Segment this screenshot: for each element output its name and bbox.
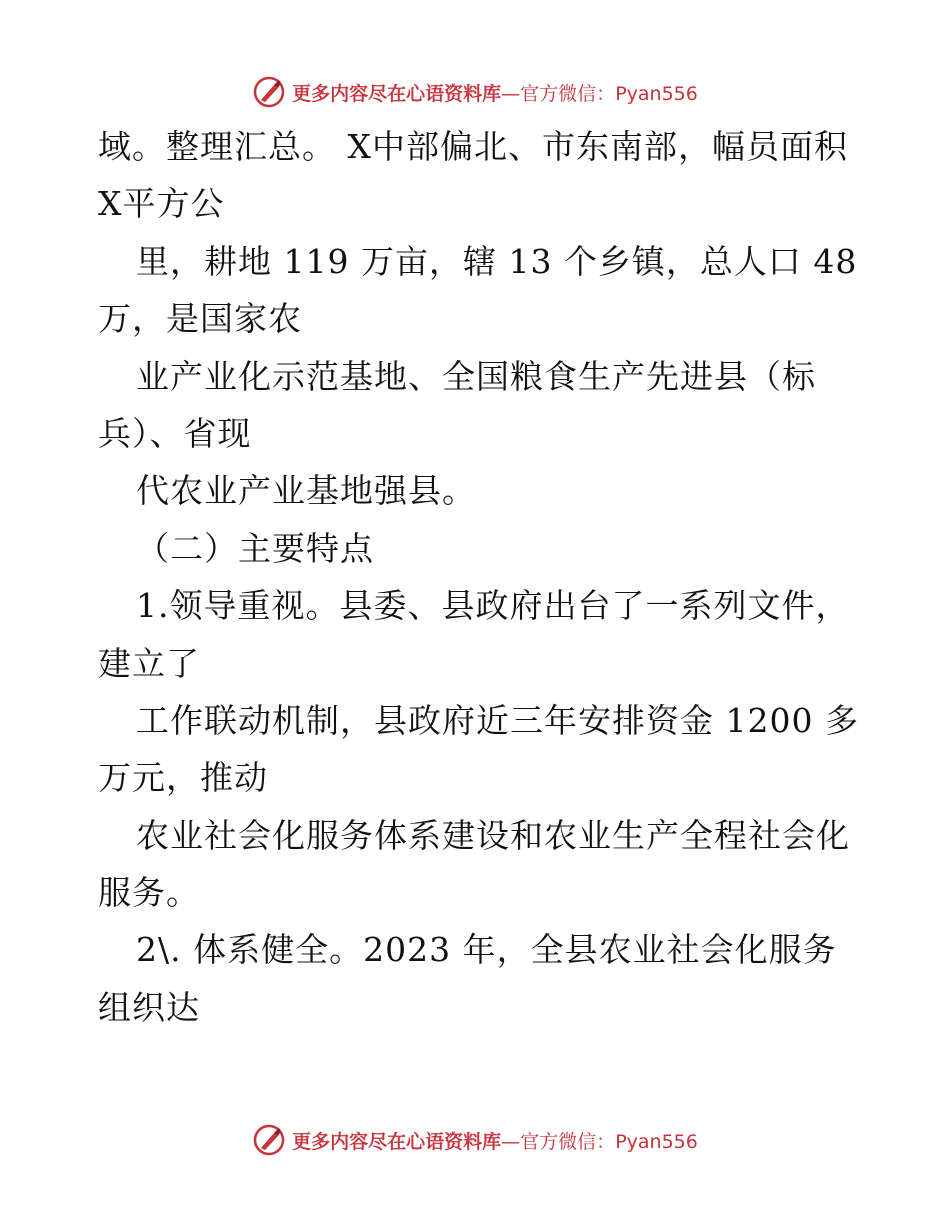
text-line: 工作联动机制，县政府近三年安排资金 1200 多	[136, 700, 859, 740]
text-line: 服务。	[98, 873, 200, 913]
header-text	[292, 79, 698, 106]
text-line: 万，是国家农	[98, 299, 302, 339]
header-banner	[0, 72, 950, 112]
text-line: 业产业化示范基地、全国粮食生产先进县（标	[136, 356, 816, 396]
text-line: 建立了	[98, 643, 200, 683]
text-line: 组织达	[98, 987, 200, 1027]
footer-separator: —	[501, 1130, 521, 1153]
footer-text	[292, 1127, 698, 1154]
text-line: 兵）、省现	[98, 413, 252, 453]
header-wechat-label: 官方微信：	[520, 82, 616, 105]
text-line: X平方公	[98, 184, 225, 224]
footer-wechat-label: 官方微信：	[520, 1130, 616, 1153]
text-line: 里，耕地 119 万亩，辖 13 个乡镇，总人口 48	[136, 241, 858, 281]
quill-logo-icon	[252, 75, 286, 109]
footer-account: Pyan556	[615, 1130, 698, 1153]
header-account: Pyan556	[615, 82, 698, 105]
text-line: 域。整理汇总。 X中部偏北、市东南部，幅员面积	[98, 127, 848, 166]
header-brand: 更多内容尽在心语资料库	[292, 82, 502, 105]
text-line: 农业社会化服务体系建设和农业生产全程社会化	[136, 815, 850, 855]
text-line: 1.领导重视。县委、县政府出台了一系列文件，	[136, 586, 850, 626]
text-line: 万元，推动	[98, 758, 268, 798]
text-line: （二）主要特点	[136, 528, 374, 568]
header-separator: —	[501, 82, 521, 105]
text-line: 2\. 体系健全。2023 年，全县农业社会化服务	[136, 930, 837, 970]
text-line: 代农业产业基地强县。	[136, 471, 476, 511]
document-body	[98, 118, 858, 1036]
footer-banner	[0, 1120, 950, 1160]
footer-brand: 更多内容尽在心语资料库	[292, 1130, 502, 1153]
quill-logo-icon	[252, 1123, 286, 1157]
